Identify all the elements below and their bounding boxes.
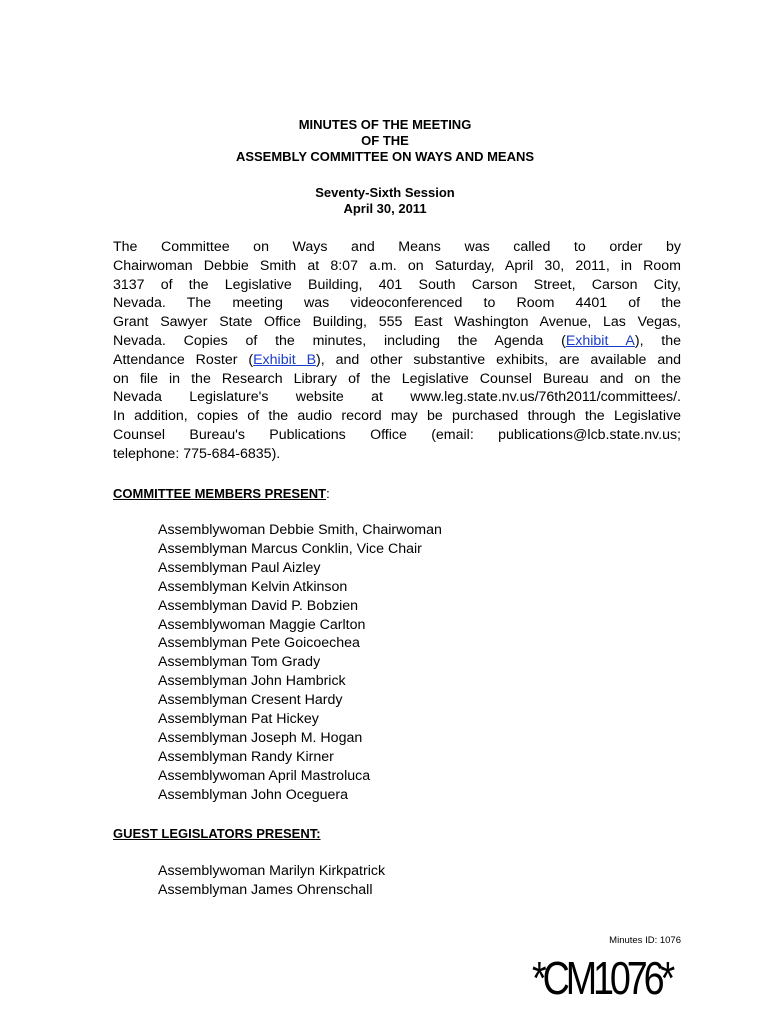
member-name: Assemblyman Pat Hickey	[158, 711, 319, 728]
exhibit-a-link[interactable]: Exhibit A	[565, 332, 635, 349]
member-name: Assemblyman David P. Bobzien	[158, 597, 359, 614]
member-name: Assemblywoman Debbie Smith, Chairwoman	[158, 522, 442, 538]
member-name: Assemblyman John Oceguera	[158, 786, 349, 803]
intro-line: In addition, copies of the audio record may be purchased through the Legislative	[113, 408, 681, 425]
member-name: Assemblyman Randy Kirner	[158, 748, 334, 765]
intro-line	[113, 332, 681, 351]
member-name: Assemblyman Pete Goicoechea	[158, 635, 360, 652]
meeting-date: April 30, 2011	[343, 201, 427, 216]
member-name: Assemblyman Kelvin Atkinson	[158, 578, 348, 595]
intro-line: 3137 of the Legislative Building, 401 South Carson Street, Carson City,	[113, 276, 681, 293]
member-name: Assemblyman Joseph M. Hogan	[158, 729, 363, 746]
member-name: Assemblyman Cresent Hardy	[158, 692, 343, 709]
intro-line: telephone: 775-684-6835).	[113, 445, 281, 462]
members-heading-colon: :	[326, 486, 330, 501]
title-line-3: ASSEMBLY COMMITTEE ON WAYS AND MEANS	[235, 149, 535, 164]
intro-line: Chairwoman Debbie Smith at 8:07 a.m. on Saturday, April 30, 2011, in Room	[113, 257, 681, 274]
member-name: Assemblyman John Hambrick	[158, 673, 346, 690]
intro-line: Counsel Bureau's Publications Office (email: publications@lcb.state.nv.us;	[113, 426, 681, 443]
member-name: Assemblyman Paul Aizley	[158, 559, 321, 576]
member-name: Assemblyman Tom Grady	[158, 654, 321, 671]
document-title	[0, 117, 770, 165]
intro-line: Grant Sawyer State Office Building, 555 East Washington Avenue, Las Vegas,	[113, 314, 681, 331]
intro-text: Attendance Roster (	[113, 351, 254, 368]
title-line-1: MINUTES OF THE MEETING	[298, 117, 472, 132]
intro-line	[113, 351, 681, 370]
members-present-heading	[113, 486, 330, 501]
guests-list	[158, 862, 385, 900]
member-name: Assemblywoman Maggie Carlton	[158, 616, 366, 633]
session-name: Seventy-Sixth Session	[315, 185, 455, 200]
member-name: Assemblywoman April Mastroluca	[158, 767, 371, 784]
members-list	[158, 521, 442, 805]
intro-line: The Committee on Ways and Means was called to order by	[113, 239, 681, 255]
guest-name: Assemblyman James Ohrenschall	[158, 881, 373, 898]
intro-line: Nevada Legislature's website at www.leg.state.nv.us/76th2011/committees/.	[113, 389, 681, 406]
intro-line: on file in the Research Library of the Legislative Counsel Bureau and on the	[113, 370, 681, 387]
exhibit-b-link[interactable]: Exhibit B	[253, 351, 317, 368]
intro-text: ), and other substantive exhibits, are available and	[316, 351, 681, 368]
barcode-text: *CM1076*	[532, 952, 672, 1004]
intro-text: Nevada. Copies of the minutes, including the Agenda (	[113, 332, 566, 349]
intro-paragraph	[113, 238, 681, 464]
title-line-2: OF THE	[361, 133, 409, 148]
session-info	[0, 185, 770, 217]
minutes-id: Minutes ID: 1076	[609, 935, 681, 946]
guests-heading-text: GUEST LEGISLATORS PRESENT:	[113, 826, 321, 841]
intro-line: Nevada. The meeting was videoconferenced to Room 4401 of the	[113, 295, 681, 312]
guest-name: Assemblywoman Marilyn Kirkpatrick	[158, 863, 386, 879]
members-heading-text: COMMITTEE MEMBERS PRESENT	[113, 486, 327, 501]
guests-present-heading	[113, 826, 321, 841]
intro-text: ), the	[634, 332, 681, 349]
member-name: Assemblyman Marcus Conklin, Vice Chair	[158, 540, 422, 557]
